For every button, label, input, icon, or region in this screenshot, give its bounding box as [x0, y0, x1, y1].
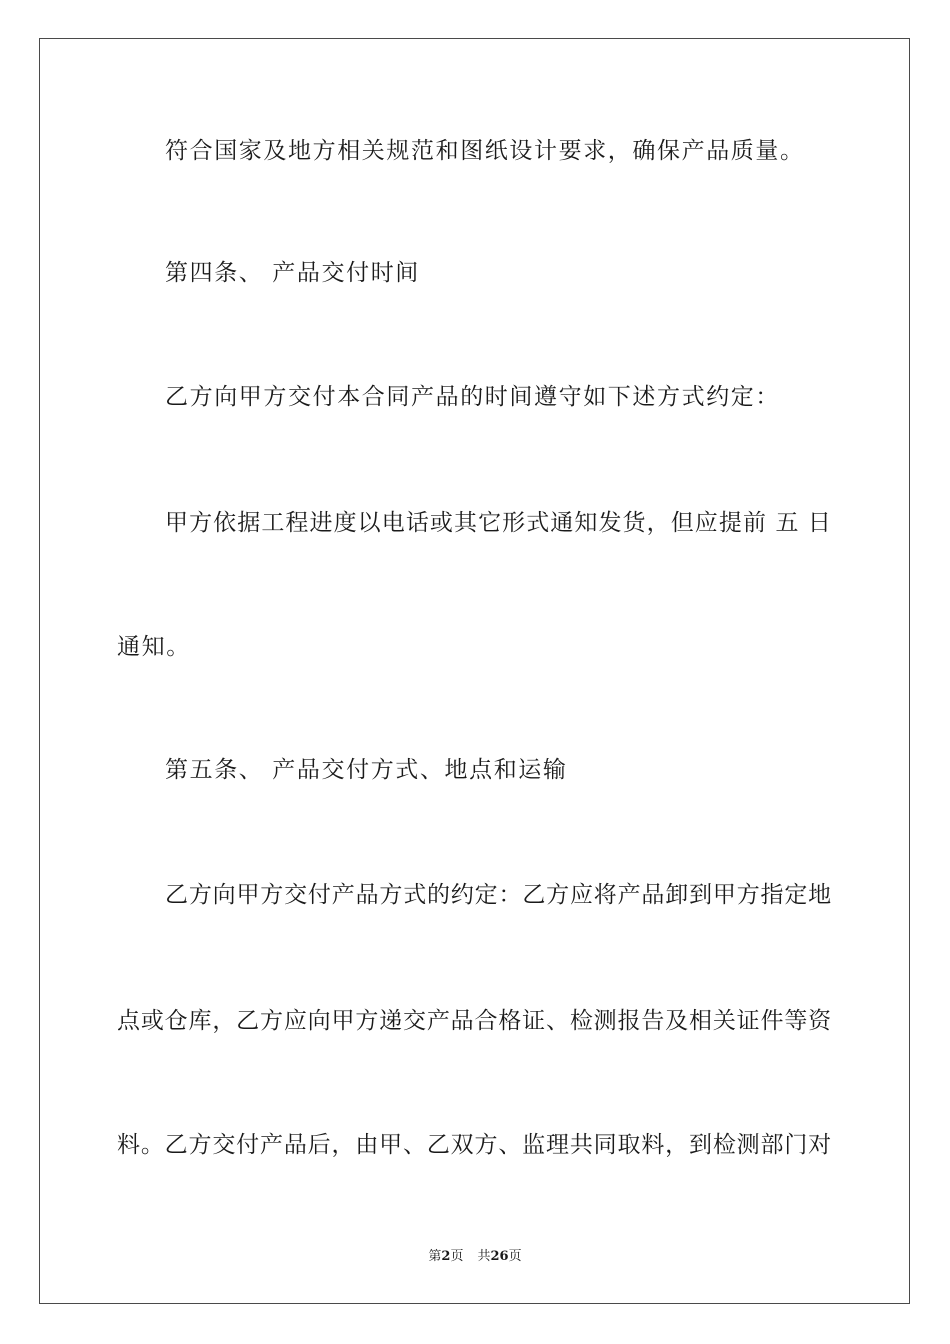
footer-total-prefix: 共: [477, 1249, 491, 1264]
footer-page-suffix: 页: [450, 1249, 464, 1264]
page-footer: [0, 1248, 950, 1266]
footer-page-current: 2: [441, 1249, 451, 1264]
body-paragraph: 乙方向甲方交付产品方式的约定：乙方应将产品卸到甲方指定地: [165, 882, 832, 908]
footer-page-prefix: 第: [428, 1249, 442, 1264]
body-paragraph-continuation: 通知。: [117, 634, 191, 660]
page-border: [39, 38, 910, 1304]
body-paragraph: 乙方向甲方交付本合同产品的时间遵守如下述方式约定：: [165, 384, 780, 410]
article-heading: 第五条、 产品交付方式、地点和运输: [165, 757, 568, 783]
body-paragraph-continuation: 点或仓库，乙方应向甲方递交产品合格证、检测报告及相关证件等资: [117, 1008, 832, 1034]
body-paragraph: 甲方依据工程进度以电话或其它形式通知发货，但应提前 五 日: [165, 510, 832, 536]
article-heading: 第四条、 产品交付时间: [165, 260, 420, 286]
footer-total-suffix: 页: [508, 1249, 522, 1264]
body-paragraph: 符合国家及地方相关规范和图纸设计要求，确保产品质量。: [165, 138, 805, 164]
body-paragraph-continuation: 料。乙方交付产品后，由甲、乙双方、监理共同取料，到检测部门对: [117, 1132, 832, 1158]
footer-page-total: 26: [490, 1249, 509, 1264]
